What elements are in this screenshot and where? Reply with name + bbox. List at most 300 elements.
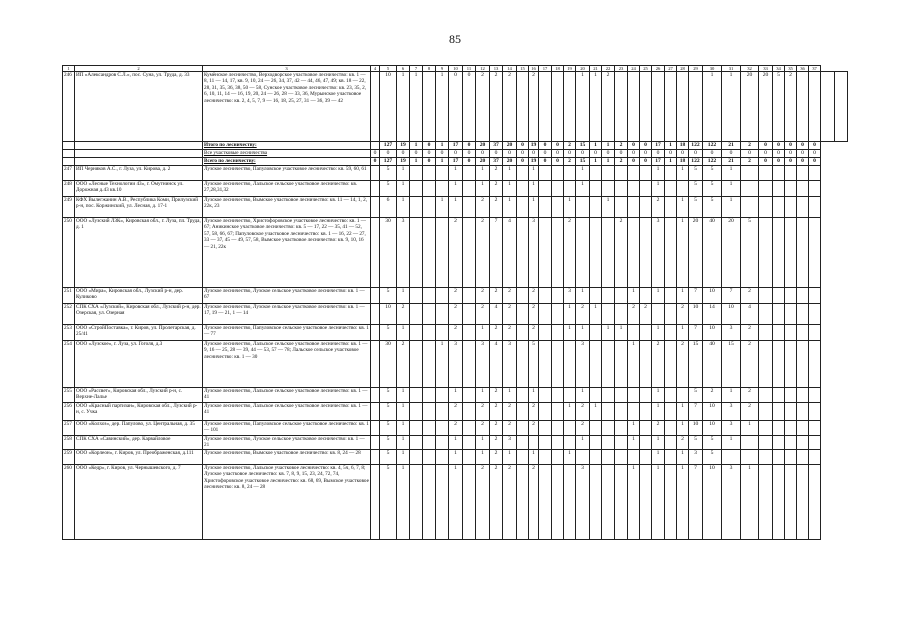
column-number-cell: 8 [423,66,436,72]
value-cell [517,403,529,421]
value-cell [564,388,576,403]
value-cell [423,449,436,464]
tenant-cell: ООО «Кедр», г. Киров, ул. Чернышевского, д. 7 [75,464,203,539]
value-cell [628,197,640,218]
column-number-cell: 3 [203,66,371,72]
value-cell: 1 [652,449,665,464]
value-cell [423,464,436,539]
value-cell [590,325,602,341]
value-cell [463,464,476,539]
value-cell [539,72,552,142]
value-cell: 2 [490,403,503,421]
value-cell: 1 [436,142,449,150]
value-cell: 1 [576,388,590,403]
value-cell [423,218,436,288]
value-cell [759,388,773,403]
column-number-cell: 31 [722,66,741,72]
value-cell: 2 [529,72,539,142]
value-cell: 10 [703,288,722,304]
value-cell [423,388,436,403]
tenant-cell: ООО «Колхоз», дер. Папулово, ул. Центральная, д. 35 [75,421,203,436]
column-number-cell: 9 [436,66,449,72]
value-cell [517,449,529,464]
value-cell [741,449,759,464]
value-cell: 3 [689,449,703,464]
value-cell [785,388,797,403]
value-cell: 0 [809,158,821,166]
value-cell [785,341,797,388]
value-cell: 1 [576,166,590,181]
value-cell [564,421,576,436]
value-cell: 0 [759,150,773,158]
value-cell: 1 [590,142,602,150]
total-row [63,150,848,158]
value-cell: 1 [564,197,576,218]
value-cell [809,464,821,539]
value-cell: 0 [640,158,652,166]
value-cell: 1 [628,464,640,539]
value-cell [590,166,602,181]
value-cell: 0 [503,150,517,158]
value-cell [436,181,449,197]
value-cell [564,436,576,450]
value-cell [590,388,602,403]
value-cell [759,197,773,218]
value-cell: 0 [410,150,423,158]
value-cell: 1 [628,421,640,436]
tenant-cell: ООО «СтройПоставка», г. Киров, ул. Пролетарская, д. 25/41 [75,325,203,341]
value-cell [423,403,436,421]
value-cell [539,464,552,539]
value-cell: 5 [689,388,703,403]
column-number-cell: 28 [677,66,689,72]
value-cell: 1 [652,464,665,539]
value-cell [539,403,552,421]
value-cell [677,181,689,197]
value-cell: 1 [503,181,517,197]
value-cell [410,403,423,421]
value-cell: 1 [602,158,615,166]
value-cell: 0 [590,150,602,158]
value-cell: 1 [476,325,490,341]
row-id-cell [63,150,75,158]
value-cell [602,218,615,288]
table-row [63,72,848,142]
row-id-cell: 248 [63,181,75,197]
column-number-cell: 7 [410,66,423,72]
value-cell: 1 [628,341,640,388]
location-cell: Кумёнское лесничество, Верходворское участковое лесничество: кв. 1 — 8, 11 — 14, 17, кв. 9, 10, 24 — 26, 34, 37, 42 — 44, 46, 47, 49; кв. 18 — 22, 28, 31, 35, 36, 38, 50 — 58, Сунское участковое лесничество: кв. 23, 35, 2, 6, 10, 11, 14 — 16, 19, 20, 24 — 26, 28 — 33, 36, Мурынское участковое лесничество: кв. 2, 4, 5, 7, 9 — 16, 18, 25, 27, 31 — 36, 39 — 42 [203,72,371,142]
value-cell: 127 [380,142,397,150]
value-cell: 20 [476,142,490,150]
value-cell: 2 [503,403,517,421]
tenant-cell: ООО «Лузский ЛЗК», Кировская обл., г. Луза, пл. Труда, д. 1 [75,218,203,288]
value-cell [410,421,423,436]
value-cell: 0 [463,142,476,150]
value-cell: 2 [615,142,628,150]
value-cell [759,166,773,181]
value-cell [410,341,423,388]
value-cell: 0 [640,150,652,158]
value-cell [423,421,436,436]
value-cell [436,449,449,464]
location-cell: Лузское лесничество, Лузское сельское участковое лесничество: кв. 1 — 67 [203,288,371,304]
value-cell: 1 [397,288,410,304]
location-cell: Лузское лесничество, Лальское участковое лесничество: кв. 4, 5ч, 6, 7, 8; Лузское участковое лесничество: кв. 7, 8, 9, 15, 23, 24, 72, 74, Христофоровское участковое лесничество: кв. 68, 69, Вымское участковое лесничество: кв. 8, 24 — 28 [203,464,371,539]
column-number-cell: 30 [703,66,722,72]
value-cell: 1 [503,449,517,464]
value-cell [785,421,797,436]
value-cell [773,341,785,388]
value-cell: 122 [689,142,703,150]
value-cell [665,421,677,436]
value-cell: 15 [722,341,741,388]
column-number-cell: 4 [371,66,380,72]
value-cell [590,449,602,464]
value-cell [539,218,552,288]
value-cell: 1 [677,218,689,288]
value-cell [590,436,602,450]
value-cell [539,436,552,450]
row-id-cell: 246 [63,72,75,142]
value-cell [371,288,380,304]
value-cell [423,181,436,197]
value-cell [809,72,821,142]
value-cell [436,421,449,436]
value-cell [552,288,564,304]
column-number-cell: 29 [689,66,703,72]
value-cell [809,388,821,403]
value-cell: 0 [576,150,590,158]
value-cell: 1 [397,72,410,142]
value-cell: 20 [759,72,773,142]
value-cell [759,341,773,388]
value-cell [665,325,677,341]
value-cell [615,464,628,539]
value-cell: 5 [689,436,703,450]
value-cell: 2 [503,464,517,539]
value-cell [517,218,529,288]
value-cell [590,464,602,539]
location-cell: Лузское лесничество, Папуловское сельское участковое лесничество: кв. 1 — 101 [203,421,371,436]
total-label-cell: Всего по лесничеству: [203,158,371,166]
value-cell: 0 [463,72,476,142]
value-cell [463,288,476,304]
value-cell [371,449,380,464]
value-cell: 1 [476,181,490,197]
value-cell [809,341,821,388]
value-cell [436,166,449,181]
value-cell: 2 [503,325,517,341]
value-cell: 2 [490,181,503,197]
value-cell [797,197,809,218]
value-cell [665,197,677,218]
value-cell [640,341,652,388]
value-cell [785,181,797,197]
value-cell: 40 [703,341,722,388]
value-cell: 5 [380,181,397,197]
value-cell: 2 [741,403,759,421]
value-cell [640,449,652,464]
value-cell [517,388,529,403]
value-cell: 5 [703,197,722,218]
value-cell [552,218,564,288]
row-id-cell: 254 [63,341,75,388]
value-cell [423,436,436,450]
value-cell: 15 [576,142,590,150]
value-cell: 1 [722,181,741,197]
value-cell: 0 [640,142,652,150]
value-cell: 2 [449,421,463,436]
value-cell [552,388,564,403]
value-cell: 5 [380,166,397,181]
tenant-cell [75,142,203,150]
value-cell: 2 [490,197,503,218]
value-cell: 1 [722,436,741,450]
page-number: 85 [449,32,461,46]
value-cell: 1 [436,158,449,166]
column-number-cell: 34 [773,66,785,72]
value-cell: 5 [380,421,397,436]
value-cell: 2 [703,388,722,403]
value-cell: 20 [689,218,703,288]
value-cell: 127 [380,158,397,166]
value-cell [517,464,529,539]
value-cell [602,341,615,388]
value-cell: 5 [380,403,397,421]
value-cell: 5 [689,166,703,181]
value-cell [773,436,785,450]
value-cell [809,304,821,325]
value-cell: 2 [652,197,665,218]
location-cell: Лузское лесничество, Христофоровское участковое лесничество: кв. 1 — 67; Аникинское участковое лесничество: кв. 5 — 17, 22 — 35, 41 — 52, 57, 58, 66, 67; Папуловское участковое лесничество: кв. 1 — 16, 22 — 27, 33 — 37, 45 — 49, 57, 58, Вымское участковое лесничество: кв. 9, 10, 16 — 21, 22к [203,218,371,288]
value-cell: 1 [615,325,628,341]
value-cell: 1 [410,158,423,166]
value-cell: 0 [463,158,476,166]
table-row [63,304,848,325]
value-cell [539,388,552,403]
value-cell [628,181,640,197]
value-cell: 2 [490,166,503,181]
value-cell: 0 [773,142,785,150]
value-cell: 1 [436,197,449,218]
value-cell [552,464,564,539]
value-cell [552,341,564,388]
value-cell [665,436,677,450]
value-cell: 1 [677,197,689,218]
value-cell: 7 [490,218,503,288]
value-cell: 1 [741,421,759,436]
value-cell: 19 [397,142,410,150]
value-cell: 17 [652,142,665,150]
value-cell: 2 [449,325,463,341]
value-cell [517,288,529,304]
value-cell: 1 [436,72,449,142]
value-cell: 1 [652,181,665,197]
value-cell: 3 [564,288,576,304]
value-cell [371,218,380,288]
value-cell: 2 [677,341,689,388]
value-cell [640,421,652,436]
value-cell [410,388,423,403]
table-row [63,325,848,341]
value-cell [665,464,677,539]
value-cell: 0 [564,150,576,158]
value-cell [564,166,576,181]
value-cell [640,72,652,142]
value-cell: 0 [380,150,397,158]
column-number-cell: 19 [564,66,576,72]
value-cell [423,197,436,218]
value-cell [423,341,436,388]
value-cell [539,325,552,341]
value-cell [602,449,615,464]
value-cell: 7 [689,325,703,341]
value-cell: 21 [722,158,741,166]
value-cell [539,421,552,436]
value-cell: 0 [773,158,785,166]
value-cell [436,325,449,341]
column-number-cell: 11 [463,66,476,72]
value-cell [463,181,476,197]
value-cell [665,403,677,421]
value-cell: 1 [449,181,463,197]
table-row [63,218,848,288]
value-cell [797,181,809,197]
value-cell: 1 [576,436,590,450]
value-cell: 3 [722,325,741,341]
value-cell: 1 [677,288,689,304]
column-number-cell: 12 [476,66,490,72]
value-cell: 1 [677,166,689,181]
value-cell [615,72,628,142]
value-cell: 1 [410,142,423,150]
value-cell [785,197,797,218]
value-cell [615,403,628,421]
value-cell: 0 [785,158,797,166]
row-id-cell: 259 [63,449,75,464]
value-cell: 1 [652,436,665,450]
value-cell [628,403,640,421]
value-cell [785,403,797,421]
value-cell [576,197,590,218]
value-cell: 0 [759,158,773,166]
value-cell [809,421,821,436]
value-cell: 0 [628,158,640,166]
value-cell: 2 [640,304,652,325]
value-cell [539,166,552,181]
value-cell: 5 [380,436,397,450]
value-cell [371,304,380,325]
value-cell: 1 [410,72,423,142]
value-cell: 2 [476,464,490,539]
total-label-cell: Итого по лесничеству: [203,142,371,150]
value-cell: 0 [539,142,552,150]
value-cell [590,197,602,218]
value-cell [590,218,602,288]
value-cell [759,403,773,421]
value-cell [410,464,423,539]
value-cell: 10 [380,304,397,325]
value-cell: 1 [449,197,463,218]
value-cell [517,341,529,388]
value-cell [602,403,615,421]
table-row [63,181,848,197]
value-cell: 0 [463,150,476,158]
value-cell: 4 [503,218,517,288]
value-cell: 5 [529,341,539,388]
value-cell: 10 [703,464,722,539]
value-cell: 7 [689,464,703,539]
value-cell: 2 [529,403,539,421]
value-cell [423,288,436,304]
value-cell: 2 [476,421,490,436]
value-cell [665,304,677,325]
value-cell: 0 [423,150,436,158]
value-cell: 3 [397,218,410,288]
table-row [63,197,848,218]
column-number-cell: 24 [628,66,640,72]
value-cell: 2 [741,388,759,403]
value-cell: 0 [476,150,490,158]
value-cell [785,218,797,288]
value-cell: 1 [590,304,602,325]
value-cell: 2 [490,421,503,436]
value-cell [759,218,773,288]
value-cell: 3 [503,341,517,388]
value-cell: 3 [476,341,490,388]
value-cell [463,388,476,403]
value-cell [423,304,436,325]
value-cell [463,436,476,450]
value-cell [809,449,821,464]
location-cell: Лузское лесничество, Лальское сельское участковое лесничество: кв. 1 — 41 [203,388,371,403]
value-cell: 1 [397,449,410,464]
value-cell [809,197,821,218]
tenant-cell: ООО «Лесные Технологии 43», г. Омутнинск ул. Дорожная д.43 кв.10 [75,181,203,197]
value-cell [552,72,564,142]
value-cell: 2 [490,449,503,464]
value-cell: 2 [490,325,503,341]
value-cell [423,166,436,181]
value-cell [371,388,380,403]
value-cell: 2 [564,142,576,150]
value-cell: 0 [722,150,741,158]
value-cell: 2 [529,288,539,304]
value-cell: 1 [436,341,449,388]
value-cell: 0 [539,158,552,166]
column-number-cell: 18 [552,66,564,72]
value-cell: 2 [628,304,640,325]
value-cell [665,181,677,197]
row-id-cell: 252 [63,304,75,325]
value-cell: 2 [529,464,539,539]
value-cell [809,181,821,197]
value-cell: 1 [576,72,590,142]
value-cell: 0 [785,142,797,150]
value-cell [640,436,652,450]
value-cell: 1 [677,421,689,436]
forest-register-table [62,65,848,540]
value-cell: 3 [449,341,463,388]
value-cell: 40 [703,218,722,288]
value-cell: 18 [677,142,689,150]
value-cell [423,72,436,142]
column-number-cell: 22 [602,66,615,72]
value-cell [436,288,449,304]
value-cell [809,436,821,450]
value-cell: 5 [689,181,703,197]
